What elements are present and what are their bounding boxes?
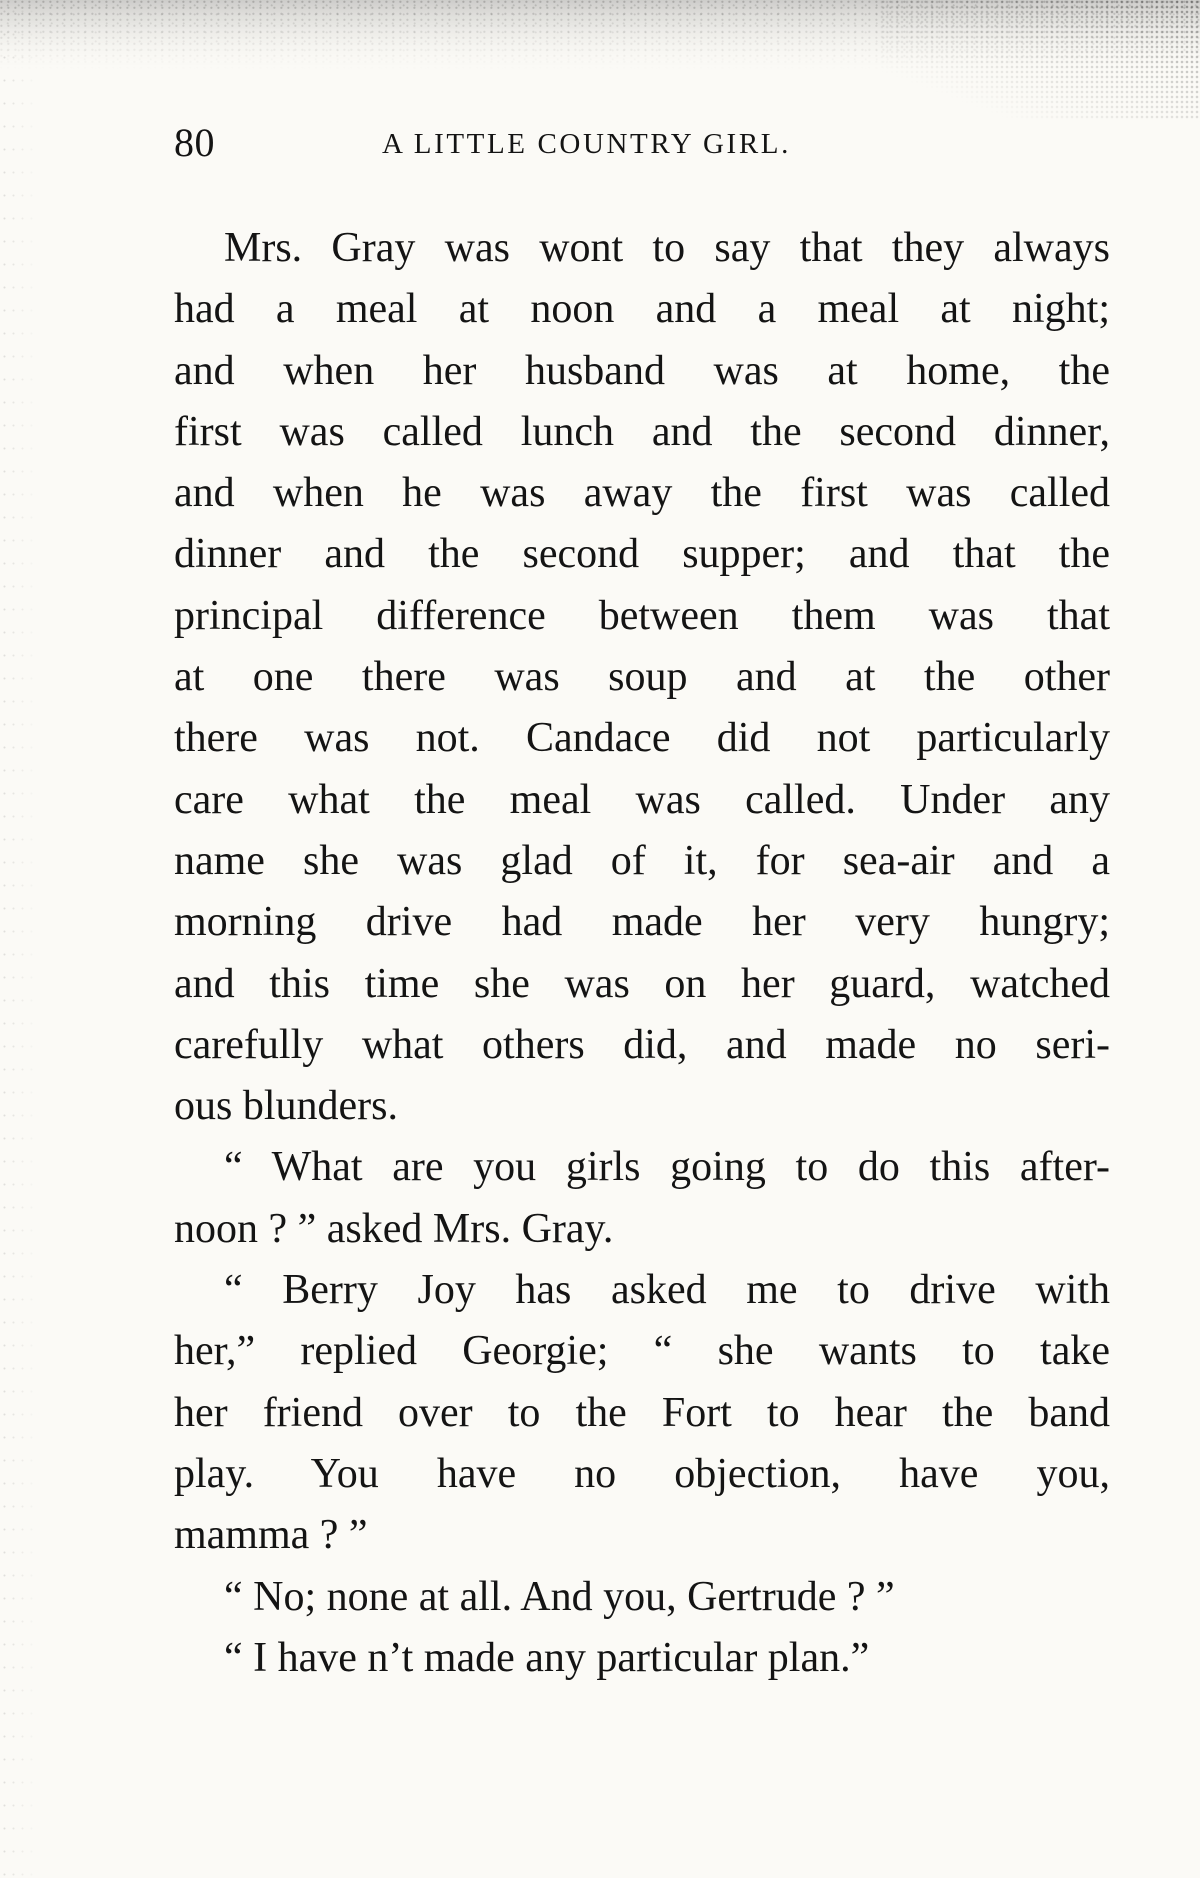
text-line: carefully what others did, and made no seri- [174,1021,1110,1068]
text-line: noon ? ” asked Mrs. Gray. [174,1205,614,1252]
text-line: care what the meal was called. Under any [174,776,1110,823]
text-line: and when he was away the first was called [174,470,1110,517]
text-line: and when her husband was at home, the [174,347,1110,394]
scan-noise-left [0,0,40,1878]
running-title: A LITTLE COUNTRY GIRL. [382,128,791,160]
text-line: dinner and the second supper; and that the [174,531,1110,578]
text-line: principal difference between them was that [174,592,1110,639]
text-line: Mrs. Gray was wont to say that they always [224,225,1110,271]
text-line: first was called lunch and the second dinner, [174,408,1110,455]
text-line: morning drive had made her very hungry; [174,899,1110,946]
text-line: “ Berry Joy has asked me to drive with [224,1267,1110,1314]
text-line: play. You have no objection, have you, [174,1450,1110,1497]
text-line: name she was glad of it, for sea-air and a [174,837,1110,884]
text-line: her,” replied Georgie; “ she wants to take [174,1328,1110,1375]
text-line: had a meal at noon and a meal at night; [174,286,1110,333]
page-number: 80 [174,120,215,165]
text-line: her friend over to the Fort to hear the band [174,1389,1110,1436]
text-line: at one there was soup and at the other [174,654,1110,701]
text-line: there was not. Candace did not particularly [174,715,1110,762]
text-line: mamma ? ” [174,1512,368,1559]
text-line: “ What are you girls going to do this after- [224,1144,1110,1191]
text-line: “ I have n’t made any particular plan.” [224,1634,870,1681]
body-text [174,218,1110,1689]
text-line: and this time she was on her guard, watched [174,960,1110,1007]
text-line: “ No; none at all. And you, Gertrude ? ” [224,1573,895,1620]
scan-noise-corner [880,0,1200,120]
text-line: ous blunders. [174,1083,398,1130]
running-head [174,118,1114,168]
